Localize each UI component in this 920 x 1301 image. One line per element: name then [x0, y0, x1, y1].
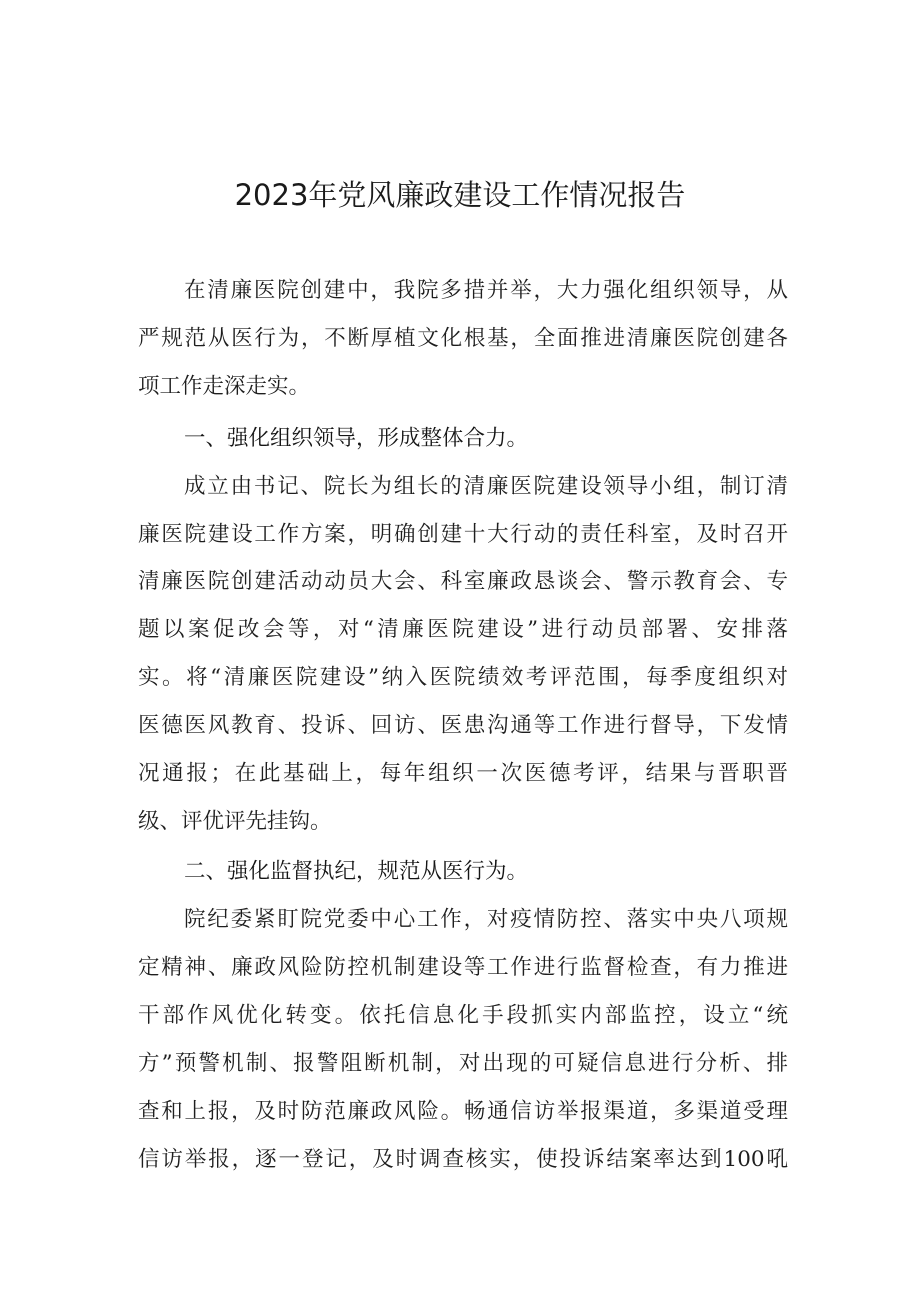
paragraph-line: 严规范从医行为，不断厚植文化根基，全面推进清廉医院创建各: [138, 326, 788, 351]
paragraph-line: 信访举报，逐一登记，及时调查核实，使投诉结案率达到100吼: [138, 1147, 788, 1172]
paragraph-line: 级、评优评先挂钩。: [138, 809, 332, 834]
paragraph-line: 干部作风优化转变。依托信息化手段抓实内部监控，设立“统: [138, 1003, 788, 1028]
document-title: 2023年党风廉政建设工作情况报告: [234, 178, 686, 212]
paragraph-line: 成立由书记、院长为组长的清廉医院建设领导小组，制订清: [184, 474, 788, 499]
paragraph-line: 在清廉医院创建中，我院多措并举，大力强化组织领导，从: [184, 278, 788, 303]
paragraph-line: 清廉医院创建活动动员大会、科室廉政恳谈会、警示教育会、专: [138, 569, 788, 594]
section-heading-1: 一、强化组织领导，形成整体合力。: [184, 426, 529, 451]
paragraph-line: 题以案促改会等，对“清廉医院建设”进行动员部署、安排落: [138, 617, 788, 642]
paragraph-line: 医德医风教育、投诉、回访、医患沟通等工作进行督导，下发情: [138, 713, 788, 738]
paragraph-line: 查和上报，及时防范廉政风险。畅通信访举报渠道，多渠道受理: [138, 1099, 788, 1124]
paragraph-line: 项工作走深走实。: [138, 374, 311, 399]
paragraph-line: 定精神、廉政风险防控机制建设等工作进行监督检查，有力推进: [138, 955, 788, 980]
section-heading-2: 二、强化监督执纪，规范从医行为。: [184, 859, 529, 884]
paragraph-line: 况通报；在此基础上，每年组织一次医德考评，结果与晋职晋: [138, 761, 788, 786]
paragraph-line: 廉医院建设工作方案，明确创建十大行动的责任科室，及时召开: [138, 522, 788, 547]
paragraph-line: 方”预警机制、报警阻断机制，对出现的可疑信息进行分析、排: [138, 1051, 788, 1076]
paragraph-line: 院纪委紧盯院党委中心工作，对疫情防控、落实中央八项规: [184, 907, 788, 932]
paragraph-line: 实。将“清廉医院建设”纳入医院绩效考评范围，每季度组织对: [138, 665, 788, 690]
